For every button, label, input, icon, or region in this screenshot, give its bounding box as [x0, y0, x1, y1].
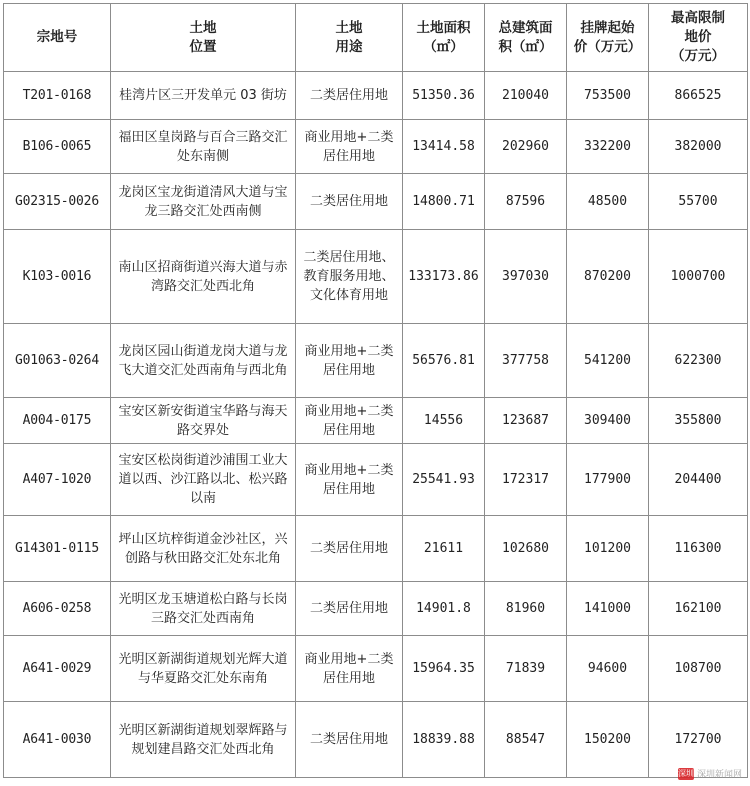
floor-area-cell: 202960	[485, 120, 567, 174]
max-price-cell: 382000	[649, 120, 748, 174]
parcel-code-cell: G14301-0115	[4, 516, 111, 582]
land-area-cell: 56576.81	[403, 324, 485, 398]
floor-area-cell: 71839	[485, 636, 567, 702]
land-use-cell: 二类居住用地	[296, 516, 403, 582]
land-use-cell: 二类居住用地	[296, 702, 403, 778]
header-location	[111, 4, 296, 72]
max-price-cell: 108700	[649, 636, 748, 702]
watermark-text: 深圳新闻网	[696, 770, 742, 780]
land-use-cell: 二类居住用地	[296, 72, 403, 120]
land-use-cell: 二类居住用地	[296, 582, 403, 636]
location-cell: 宝安区新安街道宝华路与海天路交界处	[111, 398, 296, 444]
land-area-cell: 25541.93	[403, 444, 485, 516]
floor-area-cell: 397030	[485, 230, 567, 324]
location-cell: 龙岗区宝龙街道清风大道与宝龙三路交汇处西南侧	[111, 174, 296, 230]
start-price-cell: 870200	[567, 230, 649, 324]
land-use-cell: 二类居住用地	[296, 174, 403, 230]
table-row	[4, 72, 748, 120]
table-row	[4, 702, 748, 778]
floor-area-cell: 102680	[485, 516, 567, 582]
parcel-code-cell: G01063-0264	[4, 324, 111, 398]
floor-area-cell: 123687	[485, 398, 567, 444]
header-line: 地价	[684, 29, 712, 45]
floor-area-cell: 88547	[485, 702, 567, 778]
start-price-cell: 753500	[567, 72, 649, 120]
max-price-cell: 355800	[649, 398, 748, 444]
table-row	[4, 444, 748, 516]
table-row	[4, 230, 748, 324]
header-line: （万元）	[671, 48, 725, 64]
header-line: 最高限制	[671, 10, 725, 26]
header-line: 土地	[189, 19, 217, 36]
table-row	[4, 636, 748, 702]
start-price-cell: 332200	[567, 120, 649, 174]
max-price-cell: 172700	[649, 702, 748, 778]
land-area-cell: 21611	[403, 516, 485, 582]
land-area-cell: 133173.86	[403, 230, 485, 324]
header-start-price	[567, 4, 649, 72]
max-price-cell: 116300	[649, 516, 748, 582]
floor-area-cell: 87596	[485, 174, 567, 230]
floor-area-cell: 172317	[485, 444, 567, 516]
header-line: 土地	[335, 19, 363, 36]
max-price-cell: 866525	[649, 72, 748, 120]
location-cell: 宝安区松岗街道沙浦围工业大道以西、沙江路以北、松兴路以南	[111, 444, 296, 516]
header-row	[4, 4, 748, 72]
location-cell: 坪山区坑梓街道金沙社区，兴创路与秋田路交汇处东北角	[111, 516, 296, 582]
start-price-cell: 94600	[567, 636, 649, 702]
header-line: 总建筑面	[498, 19, 553, 36]
land-auction-table	[3, 3, 748, 778]
start-price-cell: 309400	[567, 398, 649, 444]
parcel-code-cell: A641-0029	[4, 636, 111, 702]
parcel-code-cell: A407-1020	[4, 444, 111, 516]
floor-area-cell: 81960	[485, 582, 567, 636]
header-land-area	[403, 4, 485, 72]
header-line: 土地面积	[416, 19, 471, 36]
header-line: 挂牌起始	[580, 19, 635, 36]
parcel-code-cell: B106-0065	[4, 120, 111, 174]
header-line: 积（㎡）	[498, 38, 553, 55]
max-price-cell: 55700	[649, 174, 748, 230]
land-area-cell: 51350.36	[403, 72, 485, 120]
land-use-cell: 商业用地+二类居住用地	[296, 444, 403, 516]
table-row	[4, 582, 748, 636]
header-max-price	[649, 4, 748, 72]
table-row	[4, 120, 748, 174]
header-land-use	[296, 4, 403, 72]
land-use-cell: 二类居住用地、教育服务用地、文化体育用地	[296, 230, 403, 324]
header-line: （㎡）	[423, 38, 464, 55]
header-line: 价（万元）	[573, 38, 642, 55]
parcel-code-cell: A606-0258	[4, 582, 111, 636]
header-line: 宗地号	[36, 29, 78, 45]
start-price-cell: 541200	[567, 324, 649, 398]
watermark	[678, 767, 742, 780]
location-cell: 光明区新湖街道规划翠辉路与规划建昌路交汇处西北角	[111, 702, 296, 778]
location-cell: 南山区招商街道兴海大道与赤湾路交汇处西北角	[111, 230, 296, 324]
start-price-cell: 150200	[567, 702, 649, 778]
header-floor-area	[485, 4, 567, 72]
header-line: 位置	[189, 38, 217, 55]
table-row	[4, 324, 748, 398]
parcel-code-cell: A004-0175	[4, 398, 111, 444]
table-row	[4, 398, 748, 444]
land-use-cell: 商业用地+二类居住用地	[296, 398, 403, 444]
watermark-logo: 深圳	[677, 768, 694, 778]
location-cell: 光明区新湖街道规划光辉大道与华夏路交汇处东南角	[111, 636, 296, 702]
parcel-code-cell: T201-0168	[4, 72, 111, 120]
header-line: 用途	[335, 38, 363, 55]
start-price-cell: 141000	[567, 582, 649, 636]
max-price-cell: 1000700	[649, 230, 748, 324]
land-area-cell: 14901.8	[403, 582, 485, 636]
location-cell: 桂湾片区三开发单元 03 街坊	[111, 72, 296, 120]
land-area-cell: 13414.58	[403, 120, 485, 174]
land-area-cell: 15964.35	[403, 636, 485, 702]
location-cell: 光明区龙玉塘道松白路与长岗三路交汇处西南角	[111, 582, 296, 636]
header-parcel-code	[4, 4, 111, 72]
land-area-cell: 18839.88	[403, 702, 485, 778]
floor-area-cell: 377758	[485, 324, 567, 398]
table-row	[4, 516, 748, 582]
land-use-cell: 商业用地+二类居住用地	[296, 636, 403, 702]
land-area-cell: 14556	[403, 398, 485, 444]
floor-area-cell: 210040	[485, 72, 567, 120]
table-row	[4, 174, 748, 230]
max-price-cell: 622300	[649, 324, 748, 398]
land-use-cell: 商业用地+二类居住用地	[296, 120, 403, 174]
location-cell: 福田区皇岗路与百合三路交汇处东南侧	[111, 120, 296, 174]
start-price-cell: 101200	[567, 516, 649, 582]
max-price-cell: 162100	[649, 582, 748, 636]
start-price-cell: 48500	[567, 174, 649, 230]
location-cell: 龙岗区园山街道龙岗大道与龙飞大道交汇处西南角与西北角	[111, 324, 296, 398]
parcel-code-cell: K103-0016	[4, 230, 111, 324]
land-area-cell: 14800.71	[403, 174, 485, 230]
parcel-code-cell: A641-0030	[4, 702, 111, 778]
land-use-cell: 商业用地+二类居住用地	[296, 324, 403, 398]
table-body	[4, 72, 748, 778]
start-price-cell: 177900	[567, 444, 649, 516]
max-price-cell: 204400	[649, 444, 748, 516]
parcel-code-cell: G02315-0026	[4, 174, 111, 230]
